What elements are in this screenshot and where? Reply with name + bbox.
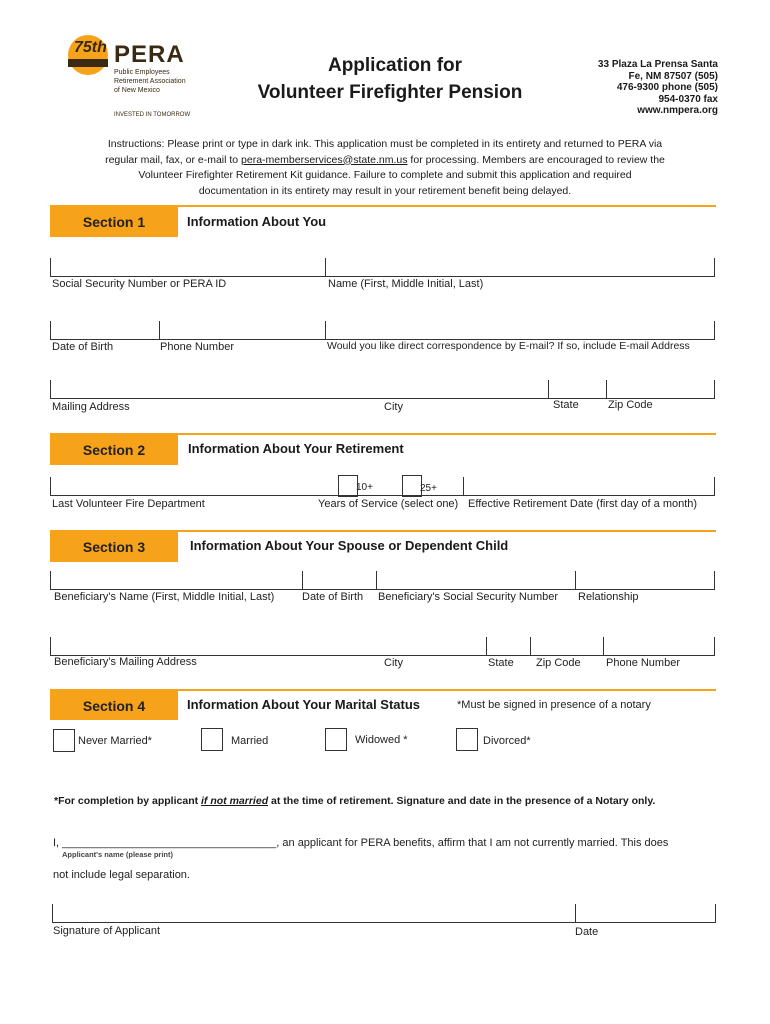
applicant-name-field[interactable] (63, 832, 293, 848)
relationship-label: Relationship (578, 591, 639, 603)
retirement-date-field[interactable] (468, 477, 710, 495)
pera-logo (64, 33, 214, 118)
logo-subtitle-2: Retirement Association (114, 78, 186, 85)
state-label: State (553, 399, 579, 411)
section-4-title: Information About Your Marital Status (187, 697, 421, 712)
completion-note: *For completion by applicant if not married at the time of retirement. Signature and date in the presence of a Notary only. (54, 795, 656, 807)
beneficiary-name-field[interactable] (54, 571, 298, 589)
affirmation-statement: I, ___________________________________, an applicant for PERA benefits, affirm that I am not currently married. This does (53, 837, 669, 849)
phone-field[interactable] (164, 321, 322, 339)
section-4-tab: Section 4 (50, 691, 178, 720)
instructions-line-3: Volunteer Firefighter Retirement Kit guidance. Failure to complete and submit this application and required (138, 169, 632, 181)
beneficiary-zip-label: Zip Code (536, 657, 581, 669)
instructions-line-1: Instructions: Please print or type in dark ink. This application must be completed in its entirety and returned to PERA via (107, 138, 663, 150)
section-1-title: Information About You (187, 214, 327, 229)
pera-address (570, 59, 718, 117)
address-line-2: Fe, NM 87507 (505) (628, 70, 718, 82)
signature-date-label: Date (575, 926, 599, 938)
email-label: Would you like direct correspondence by E-mail? If so, include E-mail Address (327, 340, 690, 352)
married-checkbox[interactable] (201, 728, 223, 751)
beneficiary-dob-label: Date of Birth (302, 591, 364, 603)
zip-field[interactable] (610, 380, 710, 398)
phone-label: Phone Number (160, 341, 234, 353)
logo-subtitle-1: Public Employees (114, 69, 170, 76)
years-25-checkbox[interactable] (402, 475, 422, 497)
notary-note: *Must be signed in presence of a notary (457, 699, 651, 711)
married-label: Married (231, 735, 269, 747)
name-label: Name (First, Middle Initial, Last) (328, 278, 484, 290)
beneficiary-name-label: Beneficiary's Name (First, Middle Initial, Last) (54, 591, 275, 603)
beneficiary-phone-field[interactable] (608, 637, 710, 655)
ssn-label: Social Security Number or PERA ID (52, 278, 227, 290)
beneficiary-city-label: City (384, 657, 403, 669)
beneficiary-dob-field[interactable] (306, 571, 374, 589)
address-line-4: 954-0370 fax (658, 93, 718, 105)
email-link[interactable]: pera-memberservices@state.nm.us (241, 153, 408, 166)
beneficiary-ssn-label: Beneficiary's Social Security Number (378, 591, 559, 603)
ssn-field[interactable] (54, 258, 322, 276)
years-10-checkbox[interactable] (338, 475, 358, 497)
signature-field[interactable] (56, 904, 570, 922)
years-25-label: 25+ (420, 483, 437, 494)
section-1-tab: Section 1 (50, 207, 178, 237)
mailing-address-label: Mailing Address (52, 401, 130, 413)
city-label: City (384, 401, 403, 413)
retirement-date-label: Effective Retirement Date (first day of a month) (468, 498, 698, 510)
fire-department-field[interactable] (54, 477, 314, 495)
page-title-line-2: Volunteer Firefighter Pension (257, 82, 523, 103)
applicant-name-caption: Applicant's name (please print) (62, 850, 173, 859)
dob-field[interactable] (54, 321, 154, 339)
name-field[interactable] (330, 258, 710, 276)
zip-label: Zip Code (608, 399, 653, 411)
state-field[interactable] (552, 380, 602, 398)
fire-department-label: Last Volunteer Fire Department (52, 498, 205, 510)
address-line-1: 33 Plaza La Prensa Santa (597, 59, 718, 70)
beneficiary-state-field[interactable] (490, 637, 524, 655)
section-2-tab: Section 2 (50, 435, 178, 465)
widowed-checkbox[interactable] (325, 728, 347, 751)
beneficiary-mailing-field[interactable] (54, 637, 480, 655)
instructions-line-2: regular mail, fax, or e-mail to pera-memberservices@state.nm.us for processing. Members are encouraged to review the (105, 153, 665, 166)
section-3-title: Information About Your Spouse or Dependent Child (190, 538, 509, 553)
never-married-label: Never Married* (78, 735, 152, 747)
years-10-label: 10+ (356, 482, 373, 493)
beneficiary-phone-label: Phone Number (606, 657, 680, 669)
dob-label: Date of Birth (52, 341, 114, 353)
affirmation-line-2: not include legal separation. (53, 869, 190, 881)
divorced-label: Divorced* (483, 735, 531, 747)
beneficiary-ssn-field[interactable] (380, 571, 570, 589)
relationship-field[interactable] (580, 571, 710, 589)
logo-badge-text: 75th (74, 39, 107, 56)
logo-tagline: INVESTED IN TOMORROW (114, 112, 191, 118)
not-married-emphasis: if not married (201, 795, 269, 807)
section-2-title: Information About Your Retirement (188, 441, 404, 456)
logo-name: PERA (114, 41, 185, 68)
beneficiary-mailing-label: Beneficiary's Mailing Address (54, 656, 197, 668)
mailing-address-field[interactable] (54, 380, 544, 398)
signature-date-field[interactable] (580, 904, 712, 922)
widowed-label: Widowed * (355, 734, 408, 746)
section-3-tab: Section 3 (50, 532, 178, 562)
address-line-3: 476-9300 phone (505) (616, 82, 718, 93)
divorced-checkbox[interactable] (456, 728, 478, 751)
beneficiary-state-label: State (488, 657, 514, 669)
never-married-checkbox[interactable] (53, 729, 75, 752)
signature-label: Signature of Applicant (53, 925, 161, 937)
email-field[interactable] (330, 321, 710, 339)
page-title-line-1: Application for (327, 55, 463, 76)
address-line-5: www.nmpera.org (637, 105, 718, 116)
logo-subtitle-3: of New Mexico (114, 87, 160, 94)
instructions-line-4: documentation in its entirety may result in your retirement benefit being delayed. (198, 184, 572, 197)
years-of-service-label: Years of Service (select one) (318, 498, 459, 510)
instructions (50, 137, 720, 199)
beneficiary-zip-field[interactable] (534, 637, 598, 655)
